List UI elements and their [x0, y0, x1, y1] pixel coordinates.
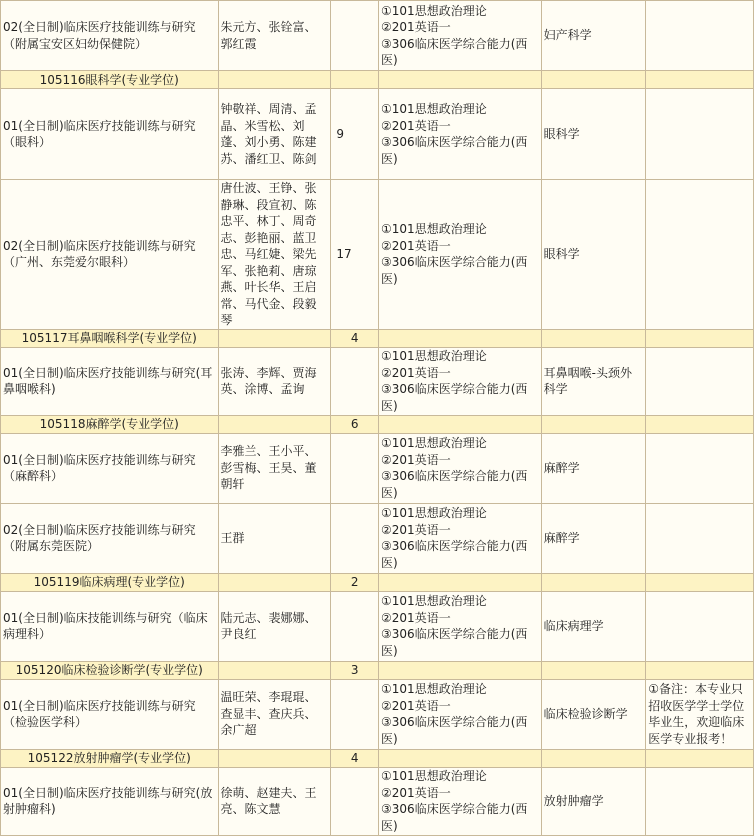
category-row — [1, 71, 754, 89]
supervisors: 唐仕波、王铮、张静琳、段宣初、陈忠平、林丁、周奇志、彭艳丽、蓝卫忠、马红婕、梁先军、张艳莉、唐琼燕、叶长华、王启常、马代金、段毅琴 — [218, 180, 331, 330]
retest-subject: 眼科学 — [541, 89, 646, 180]
exam-item: ②201英语一 — [381, 522, 451, 537]
exam-item: ③306临床医学综合能力(西医) — [381, 802, 528, 833]
supervisors: 李雅兰、王小平、彭雪梅、王昊、董朝轩 — [218, 433, 331, 503]
quota — [331, 433, 379, 503]
supervisors: 温旺荣、李琨琨、查显丰、查庆兵、余广超 — [218, 679, 331, 749]
quota: 9 — [331, 89, 379, 180]
exam-item: ③306临床医学综合能力(西医) — [381, 469, 528, 500]
exam-item: ①101思想政治理论 — [381, 3, 487, 18]
exam-item: ②201英语一 — [381, 785, 451, 800]
exam-subjects — [379, 1, 542, 71]
supervisors: 朱元方、张铨富、郭红霞 — [218, 1, 331, 71]
exam-item: ①101思想政治理论 — [381, 349, 487, 363]
exam-item: ①101思想政治理论 — [381, 222, 487, 237]
empty-cell — [541, 329, 646, 347]
empty-cell — [646, 71, 754, 89]
category-quota: 4 — [331, 329, 379, 347]
category-spacer — [218, 415, 331, 433]
category-row — [1, 661, 754, 679]
retest-subject: 放射肿瘤学 — [541, 767, 646, 835]
exam-item: ②201英语一 — [381, 452, 451, 467]
exam-item: ①101思想政治理论 — [381, 594, 487, 608]
exam-subjects — [379, 89, 542, 180]
supervisors: 徐萌、赵建夫、王亮、陈文慧 — [218, 767, 331, 835]
category-spacer — [218, 749, 331, 767]
exam-item: ③306临床医学综合能力(西医) — [381, 715, 528, 746]
program-row — [1, 1, 754, 71]
retest-subject: 麻醉学 — [541, 433, 646, 503]
category-name: 105117耳鼻咽喉科学(专业学位) — [1, 329, 219, 347]
quota — [331, 1, 379, 71]
quota — [331, 767, 379, 835]
exam-item: ②201英语一 — [381, 118, 451, 133]
exam-item: ③306临床医学综合能力(西医) — [381, 539, 528, 570]
supervisors: 王群 — [218, 503, 331, 573]
retest-subject: 眼科学 — [541, 180, 646, 330]
program-row — [1, 591, 754, 661]
notes — [646, 503, 754, 573]
notes: ①备注：本专业只招收医学学士学位毕业生，欢迎临床医学专业报考！ — [646, 679, 754, 749]
empty-cell — [379, 71, 542, 89]
research-direction: 01(全日制)临床医疗技能训练与研究（麻醉科） — [1, 433, 219, 503]
retest-subject: 耳鼻咽喉-头颈外科学 — [541, 347, 646, 415]
exam-subjects — [379, 503, 542, 573]
quota — [331, 591, 379, 661]
research-direction: 01(全日制)临床医疗技能训练与研究（眼科） — [1, 89, 219, 180]
notes — [646, 180, 754, 330]
exam-subjects — [379, 433, 542, 503]
research-direction: 02(全日制)临床医疗技能训练与研究（附属东莞医院） — [1, 503, 219, 573]
category-name: 105116眼科学(专业学位) — [1, 71, 219, 89]
retest-subject: 临床病理学 — [541, 591, 646, 661]
program-row — [1, 679, 754, 749]
retest-subject: 麻醉学 — [541, 503, 646, 573]
category-row — [1, 415, 754, 433]
research-direction: 01(全日制)临床医疗技能训练与研究(耳鼻咽喉科) — [1, 347, 219, 415]
exam-item: ②201英语一 — [381, 20, 451, 34]
empty-cell — [646, 661, 754, 679]
category-quota: 2 — [331, 573, 379, 591]
category-quota: 6 — [331, 415, 379, 433]
exam-item: ②201英语一 — [381, 238, 451, 253]
exam-item: ③306临床医学综合能力(西医) — [381, 382, 528, 413]
notes — [646, 89, 754, 180]
program-row — [1, 89, 754, 180]
exam-subjects — [379, 180, 542, 330]
exam-item: ③306临床医学综合能力(西医) — [381, 627, 528, 658]
empty-cell — [379, 415, 542, 433]
category-spacer — [218, 573, 331, 591]
program-row — [1, 503, 754, 573]
exam-item: ③306临床医学综合能力(西医) — [381, 255, 528, 286]
category-name: 105120临床检验诊断学(专业学位) — [1, 661, 219, 679]
empty-cell — [646, 415, 754, 433]
exam-item: ②201英语一 — [381, 365, 451, 380]
empty-cell — [379, 661, 542, 679]
supervisors: 陆元志、裴娜娜、尹良红 — [218, 591, 331, 661]
empty-cell — [646, 329, 754, 347]
quota — [331, 679, 379, 749]
research-direction: 01(全日制)临床技能训练与研究（临床病理科） — [1, 591, 219, 661]
empty-cell — [646, 573, 754, 591]
category-name: 105118麻醉学(专业学位) — [1, 415, 219, 433]
category-quota: 4 — [331, 749, 379, 767]
exam-item: ①101思想政治理论 — [381, 506, 487, 520]
category-name: 105119临床病理(专业学位) — [1, 573, 219, 591]
retest-subject: 妇产科学 — [541, 1, 646, 71]
empty-cell — [541, 749, 646, 767]
program-row — [1, 180, 754, 330]
program-row — [1, 767, 754, 835]
exam-item: ③306临床医学综合能力(西医) — [381, 135, 528, 166]
exam-item: ②201英语一 — [381, 698, 451, 713]
exam-item: ③306临床医学综合能力(西医) — [381, 36, 528, 67]
category-row — [1, 749, 754, 767]
notes — [646, 591, 754, 661]
notes — [646, 767, 754, 835]
research-direction: 02(全日制)临床医疗技能训练与研究（附属宝安区妇幼保健院） — [1, 1, 219, 71]
retest-subject: 临床检验诊断学 — [541, 679, 646, 749]
supervisors: 钟敬祥、周清、孟晶、米雪松、刘蓬、刘小勇、陈建苏、潘红卫、陈剑 — [218, 89, 331, 180]
program-row — [1, 433, 754, 503]
quota — [331, 347, 379, 415]
category-quota — [331, 71, 379, 89]
category-spacer — [218, 71, 331, 89]
empty-cell — [379, 329, 542, 347]
exam-item: ①101思想政治理论 — [381, 436, 487, 450]
notes — [646, 1, 754, 71]
exam-subjects — [379, 767, 542, 835]
notes — [646, 433, 754, 503]
supervisors: 张涛、李辉、贾海英、涂博、孟询 — [218, 347, 331, 415]
category-spacer — [218, 329, 331, 347]
category-row — [1, 573, 754, 591]
exam-item: ①101思想政治理论 — [381, 682, 487, 696]
category-quota: 3 — [331, 661, 379, 679]
research-direction: 02(全日制)临床医疗技能训练与研究（广州、东莞爱尔眼科） — [1, 180, 219, 330]
category-spacer — [218, 661, 331, 679]
empty-cell — [541, 71, 646, 89]
empty-cell — [379, 573, 542, 591]
notes — [646, 347, 754, 415]
category-name: 105122放射肿瘤学(专业学位) — [1, 749, 219, 767]
exam-subjects — [379, 591, 542, 661]
empty-cell — [541, 661, 646, 679]
quota: 17 — [331, 180, 379, 330]
research-direction: 01(全日制)临床医疗技能训练与研究(放射肿瘤科) — [1, 767, 219, 835]
exam-subjects — [379, 347, 542, 415]
quota — [331, 503, 379, 573]
empty-cell — [379, 749, 542, 767]
empty-cell — [541, 573, 646, 591]
empty-cell — [646, 749, 754, 767]
research-direction: 01(全日制)临床医疗技能训练与研究（检验医学科） — [1, 679, 219, 749]
empty-cell — [541, 415, 646, 433]
category-row — [1, 329, 754, 347]
program-row — [1, 347, 754, 415]
exam-subjects — [379, 679, 542, 749]
exam-item: ①101思想政治理论 — [381, 102, 487, 116]
exam-item: ②201英语一 — [381, 610, 451, 625]
exam-item: ①101思想政治理论 — [381, 769, 487, 783]
